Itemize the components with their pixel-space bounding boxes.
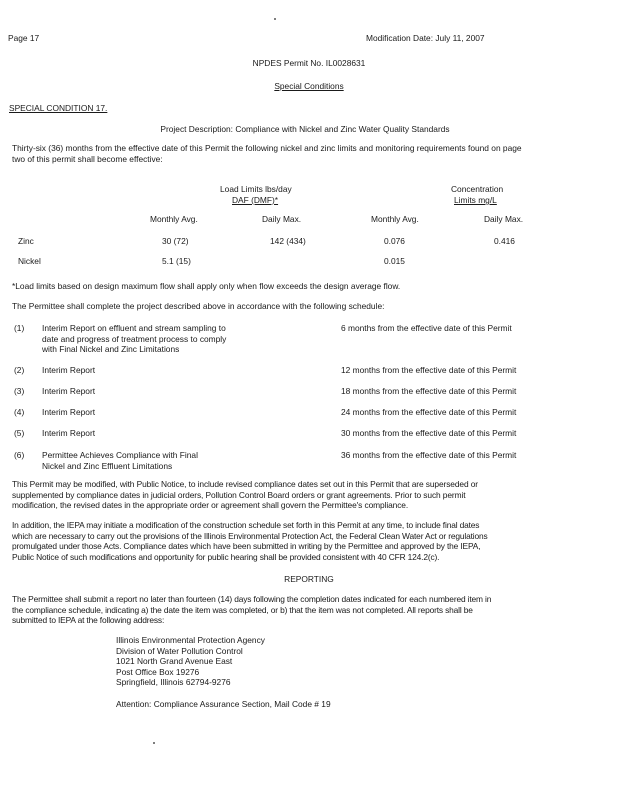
- intro-paragraph: [12, 143, 572, 164]
- load-daily-value: 142 (434): [270, 236, 306, 246]
- modification-date: Modification Date: July 11, 2007: [366, 33, 485, 43]
- project-title: Project Description: Compliance with Nickel and Zinc Water Quality Standards: [160, 124, 450, 134]
- conc-daily-value: 0.416: [494, 236, 515, 246]
- schedule-due: 18 months from the effective date of this Permit: [341, 386, 517, 396]
- load-limits-subheading: DAF (DMF)*: [232, 195, 279, 205]
- schedule-number: (1): [14, 323, 25, 333]
- schedule-task: Permittee Achieves Compliance with Final Nickel and Zinc Effluent Limitations: [42, 450, 198, 471]
- schedule-task: Interim Report on effluent and stream sampling to date and progress of treatment process to comply with Final Nickel and Zinc Limitations: [42, 323, 227, 354]
- concentration-subheading: Limits mg/L: [454, 195, 497, 205]
- schedule-number: (2): [14, 365, 25, 375]
- parameter-name: Nickel: [18, 256, 41, 266]
- scan-speck: [274, 18, 276, 20]
- schedule-task: Interim Report: [42, 407, 96, 417]
- conc-daily-header: Daily Max.: [484, 214, 524, 224]
- schedule-number: (6): [14, 450, 25, 460]
- intro-line: Thirty-six (36) months from the effective date of this Permit the following nickel and zinc limits and monitoring requirements found on page: [12, 143, 522, 153]
- conc-monthly-value: 0.015: [384, 256, 405, 266]
- load-limits-heading: Load Limits lbs/day: [220, 184, 292, 194]
- iepa-paragraph: In addition, the IEPA may initiate a modification of the construction schedule set forth in this Permit at any time, to include final dates which are necessary to carry out the provisions of the Illinois Environmental Protection Act, the Federal Clean Water Act or regulations promulgated under those Acts. Compliance dates which have been submitted in writing by the Permittee and approved by the IEPA, Public Notice of such modifications and opportunity for public hearing shall be provided consistent with 40 CFR 124.2(c).: [12, 520, 488, 562]
- conc-monthly-header: Monthly Avg.: [371, 214, 419, 224]
- schedule-intro: The Permittee shall complete the project described above in accordance with the following schedule:: [12, 301, 385, 311]
- schedule-number: (5): [14, 428, 25, 438]
- permit-title: NPDES Permit No. IL0028631: [252, 58, 366, 68]
- condition-heading: SPECIAL CONDITION 17.: [9, 103, 108, 113]
- load-monthly-value: 5.1 (15): [162, 256, 191, 266]
- page-number: Page 17: [8, 33, 40, 43]
- schedule-task: Interim Report: [42, 365, 96, 375]
- mailing-address: Illinois Environmental Protection Agency Division of Water Pollution Control 1021 North Grand Avenue East Post Office Box 19276 Springfield, Illinois 62794-9276: [116, 635, 265, 687]
- attention-line: Attention: Compliance Assurance Section, Mail Code # 19: [116, 699, 331, 709]
- modification-paragraph: This Permit may be modified, with Public Notice, to include revised compliance dates set out in this Permit that are superseded or supplemented by compliance dates in judicial orders, Pollution Control Board orders or grant agreements. Prior to such permit modification, the revised dates in the appropriate order or agreement shall govern the Permittee's compliance.: [12, 479, 478, 510]
- section-title: Special Conditions: [274, 81, 344, 91]
- reporting-paragraph: The Permittee shall submit a report no later than fourteen (14) days following the completion dates indicated for each numbered item in the compliance schedule, indicating a) the date the item was completed, or b) that the item was not completed. All reports shall be submitted to IEPA at the following address:: [12, 594, 492, 625]
- load-monthly-header: Monthly Avg.: [150, 214, 198, 224]
- schedule-due: 24 months from the effective date of this Permit: [341, 407, 517, 417]
- load-monthly-value: 30 (72): [162, 236, 189, 246]
- schedule-due: 6 months from the effective date of this Permit: [341, 323, 512, 333]
- conc-monthly-value: 0.076: [384, 236, 405, 246]
- schedule-due: 30 months from the effective date of this Permit: [341, 428, 517, 438]
- schedule-task: Interim Report: [42, 428, 96, 438]
- scan-speck: [153, 742, 155, 744]
- schedule-due: 12 months from the effective date of this Permit: [341, 365, 517, 375]
- schedule-number: (3): [14, 386, 25, 396]
- parameter-name: Zinc: [18, 236, 34, 246]
- reporting-heading: REPORTING: [284, 574, 334, 584]
- load-daily-header: Daily Max.: [262, 214, 302, 224]
- schedule-due: 36 months from the effective date of this Permit: [341, 450, 517, 460]
- intro-line: two of this permit shall become effective:: [12, 153, 163, 164]
- concentration-heading: Concentration: [451, 184, 504, 194]
- footnote: *Load limits based on design maximum flow shall apply only when flow exceeds the design average flow.: [12, 281, 401, 291]
- schedule-number: (4): [14, 407, 25, 417]
- schedule-task: Interim Report: [42, 386, 96, 396]
